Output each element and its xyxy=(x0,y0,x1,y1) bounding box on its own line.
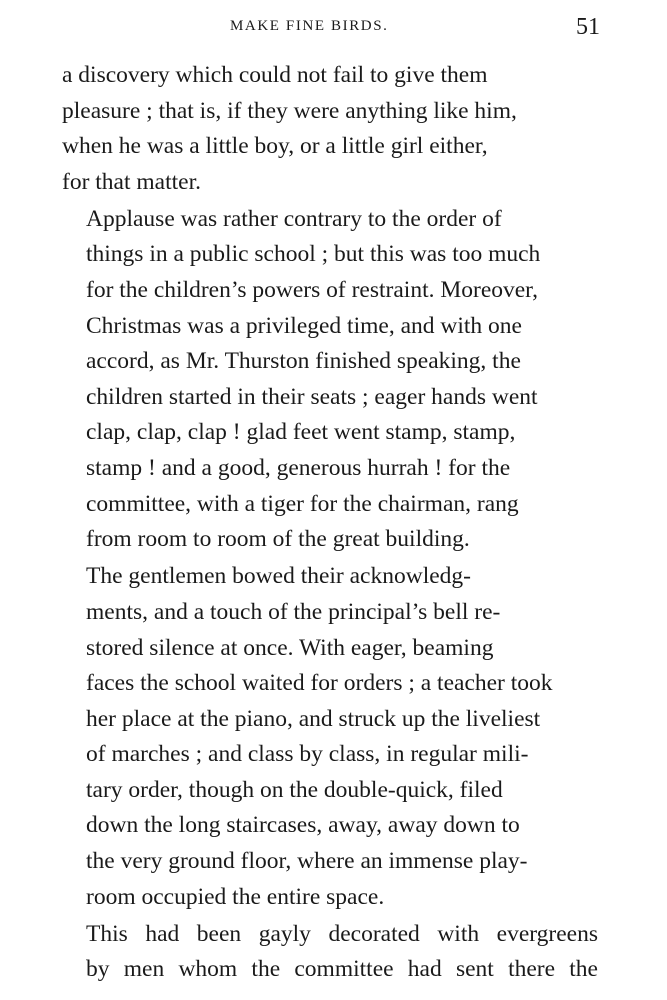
paragraph xyxy=(62,917,598,988)
text-line: from room to room of the great building. xyxy=(86,526,470,553)
running-head xyxy=(0,14,667,48)
text-line: a discovery which could not fail to give them xyxy=(62,62,488,88)
text-line: stamp ! and a good, generous hurrah ! for the xyxy=(86,455,511,482)
text-line: This had been gayly decorated with evergreens xyxy=(86,920,598,947)
text-line: clap, clap, clap ! glad feet went stamp, stamp, xyxy=(86,419,516,446)
text-line: faces the school waited for orders ; a teacher took xyxy=(86,670,553,697)
text-line: by men whom the committee had sent there the xyxy=(86,956,598,983)
text-line: committee, with a tiger for the chairman, rang xyxy=(86,490,519,517)
paragraph xyxy=(62,202,598,558)
text-line: children started in their seats ; eager hands went xyxy=(86,383,538,410)
text-line: Christmas was a privileged time, and with one xyxy=(86,312,522,339)
running-head-title: MAKE FINE BIRDS. xyxy=(230,18,389,34)
text-line: for that matter. xyxy=(62,168,201,195)
text-line: for the children’s powers of restraint. Moreover, xyxy=(86,277,538,304)
text-line: things in a public school ; but this was too much xyxy=(86,241,541,268)
text-line: The gentlemen bowed their acknowledg- xyxy=(86,563,471,590)
paragraph xyxy=(62,58,598,200)
text-line: Applause was rather contrary to the order of xyxy=(86,205,502,232)
text-line: room occupied the entire space. xyxy=(86,883,385,910)
text-line: the very ground floor, where an immense play- xyxy=(86,848,528,875)
text-line: ments, and a touch of the principal’s bell re- xyxy=(86,598,501,625)
page-number: 51 xyxy=(576,14,600,40)
text-line: down the long staircases, away, away down to xyxy=(86,812,520,839)
text-line: tary order, though on the double-quick, filed xyxy=(86,776,503,803)
paragraph xyxy=(62,559,598,915)
body-text xyxy=(62,58,598,988)
text-line: of marches ; and class by class, in regular mili- xyxy=(86,741,529,768)
text-line: stored silence at once. With eager, beaming xyxy=(86,634,494,661)
text-line: when he was a little boy, or a little girl either, xyxy=(62,133,488,160)
text-line: pleasure ; that is, if they were anything like him, xyxy=(62,97,517,124)
text-line: her place at the piano, and struck up the liveliest xyxy=(86,705,541,732)
text-line: accord, as Mr. Thurston finished speaking, the xyxy=(86,348,521,375)
